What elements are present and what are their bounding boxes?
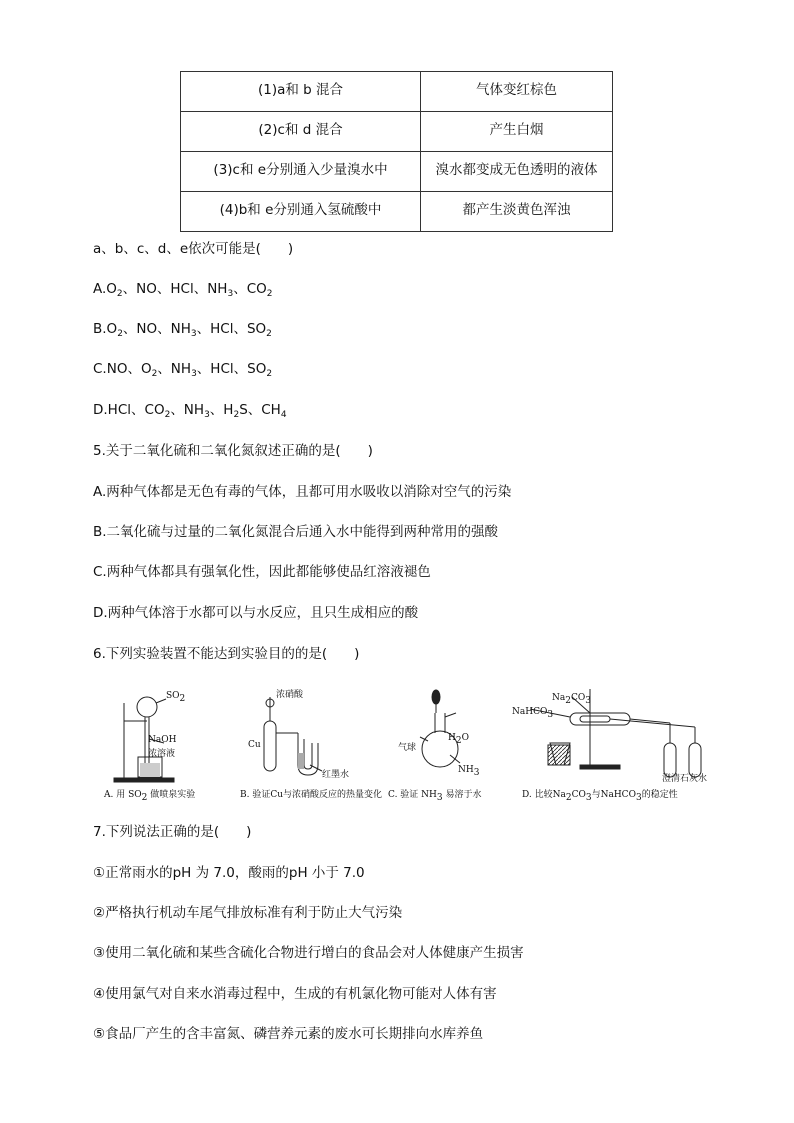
fig-c-balloon-label: 气球: [398, 743, 417, 753]
fig-c-caption: C. 验证 $NH_3$ 易溶于水: [388, 790, 482, 803]
q5-stem: 5.关于二氧化硫和二氧化氮叙述正确的是( ): [93, 443, 373, 459]
q7-stem: 7.下列说法正确的是( ): [93, 824, 252, 840]
table-row: [181, 152, 613, 192]
table-row: [181, 72, 613, 112]
table-cell: 溴水都变成无色透明的液体: [421, 152, 613, 192]
table-row: [181, 192, 613, 232]
q7-item: ②严格执行机动车尾气排放标准有利于防止大气污染: [93, 905, 403, 921]
q4-option-b: $B.O_2$、NO、$NH_3$、HCl、$SO_2$: [93, 321, 272, 339]
fig-d-caption: D. 比较$Na_2CO_3$与NaHCO$_3$的稳定性: [522, 790, 678, 803]
table-cell: 产生白烟: [421, 112, 613, 152]
fig-b-caption: B. 验证Cu与浓硝酸反应的热量变化: [240, 790, 383, 800]
fig-d-na2co3-label: $Na_2CO_3$: [552, 693, 591, 706]
table-cell: (4)b和 e分别通入氢硫酸中: [181, 192, 421, 232]
q4-stem: a、b、c、d、e依次可能是( ): [93, 241, 294, 257]
fig-a-so2-label: $SO_2$: [166, 691, 186, 704]
table-cell: 都产生淡黄色浑浊: [421, 192, 613, 232]
fig-b-ink-label: 红墨水: [322, 770, 350, 780]
fig-c-nh3-label: $NH_3$: [458, 765, 480, 778]
table-cell: (2)c和 d 混合: [181, 112, 421, 152]
fig-a-naoh-label-2: 浓溶液: [148, 749, 176, 759]
fig-d-limewater-label: 澄清石灰水: [662, 774, 708, 784]
q5-option-b: B.二氧化硫与过量的二氧化氮混合后通入水中能得到两种常用的强酸: [93, 524, 499, 540]
observation-table: [180, 71, 613, 232]
q4-option-d: D.HCl、$CO_2$、$NH_3$、$H_2S$、$CH_4$: [93, 402, 287, 420]
q4-option-a: $A.O_2$、NO、HCl、$NH_3$、$CO_2$: [93, 281, 273, 299]
q5-option-a: A.两种气体都是无色有毒的气体，且都可用水吸收以消除对空气的污染: [93, 484, 512, 500]
heat-change-apparatus-diagram: [240, 683, 383, 803]
fig-a-caption: A. 用 $SO_2$ 做喷泉实验: [104, 790, 196, 803]
q5-option-d: D.两种气体溶于水都可以与水反应，且只生成相应的酸: [93, 605, 419, 621]
fig-c-h2o-label: $H_2O$: [448, 733, 469, 746]
q5-option-c: C.两种气体都具有强氧化性，因此都能够使品红溶液褪色: [93, 564, 431, 580]
apparatus-figure: [100, 683, 720, 803]
table-cell: (3)c和 e分别通入少量溴水中: [181, 152, 421, 192]
table-row: [181, 112, 613, 152]
fig-a-naoh-label: NaOH: [148, 735, 177, 745]
q6-stem: 6.下列实验装置不能达到实验目的的是( ): [93, 646, 360, 662]
q7-item: ④使用氯气对自来水消毒过程中，生成的有机氯化物可能对人体有害: [93, 986, 497, 1002]
q7-item: ③使用二氧化硫和某些含硫化合物进行增白的食品会对人体健康产生损害: [93, 945, 524, 961]
table-cell: 气体变红棕色: [421, 72, 613, 112]
q7-item: ⑤食品厂产生的含丰富氮、磷营养元素的废水可长期排向水库养鱼: [93, 1026, 484, 1042]
carbonate-stability-apparatus-diagram: [510, 683, 720, 803]
table-cell: (1)a和 b 混合: [181, 72, 421, 112]
fig-d-nahco3-label: NaHCO$_3$: [512, 707, 554, 720]
fig-b-acid-label: 浓硝酸: [276, 690, 304, 700]
q4-option-c: C.NO、$O_2$、$NH_3$、HCl、$SO_2$: [93, 361, 273, 379]
q7-item: ①正常雨水的pH 为 7.0，酸雨的pH 小于 7.0: [93, 865, 365, 881]
fig-b-cu-label: Cu: [248, 740, 261, 750]
